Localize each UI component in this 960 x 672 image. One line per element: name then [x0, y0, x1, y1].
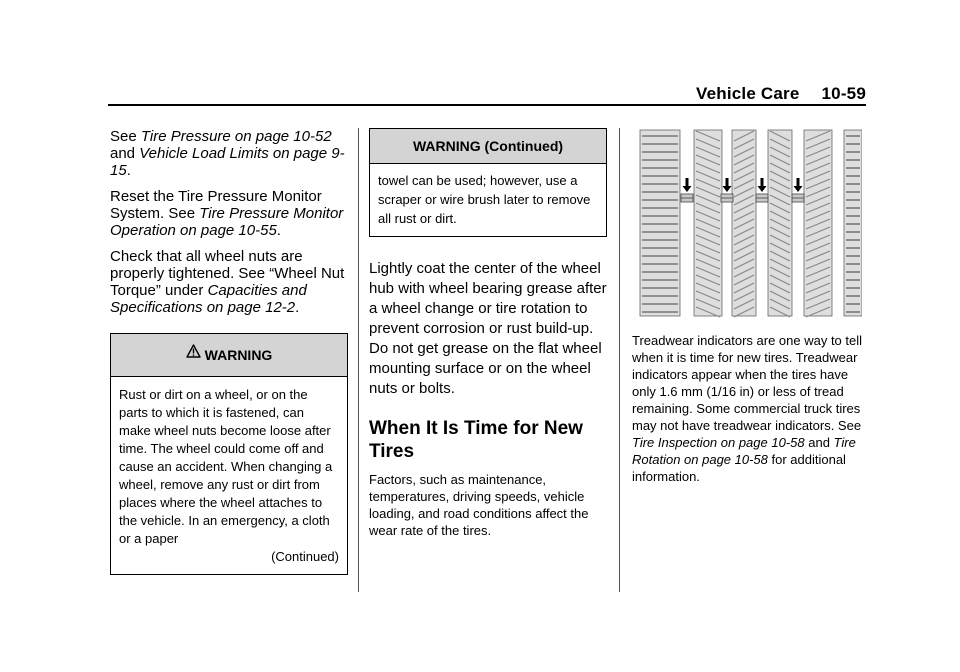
- warning-text: Rust or dirt on a wheel, or on the parts to which it is fastened, can make wheel nuts become loose after time. The wheel could come off and cause an accident. When changing a wheel, remove any rust or dirt from places where the wheel attaches to the vehicle. In an emergency, a cloth or a paper: [119, 387, 333, 546]
- warning-triangle-icon: [186, 332, 201, 374]
- column-divider-1: [358, 128, 359, 592]
- indicator-arrow-shaft: [726, 178, 729, 187]
- paragraph-check-wheel-nuts: Check that all wheel nuts are properly tightened. See “Wheel Nut Torque” under Capacities and Specifications on page 12-2.: [110, 248, 345, 316]
- warning-box: [110, 333, 348, 575]
- warning-continued-box: [369, 128, 607, 237]
- link-vehicle-load-limits[interactable]: Vehicle Load Limits on page 9-15: [110, 145, 345, 179]
- section-heading-new-tires: When It Is Time for New Tires: [369, 418, 583, 462]
- link-tire-rotation[interactable]: Tire Rotation on page 10-58: [632, 435, 856, 467]
- link-tire-pressure[interactable]: Tire Pressure on page 10-52: [140, 128, 332, 145]
- warning-title: WARNING: [204, 347, 273, 363]
- warning-body: [111, 377, 347, 574]
- tire-tread-wear-indicators-illustration: [632, 128, 862, 318]
- link-capacities-specifications[interactable]: Capacities and Specifications on page 12-2: [110, 282, 307, 316]
- link-tpms-operation[interactable]: Tire Pressure Monitor Operation on page 10-55: [110, 205, 344, 239]
- column-3: [632, 128, 868, 485]
- paragraph-reset-tpms: Reset the Tire Pressure Monitor System. See Tire Pressure Monitor Operation on page 10-55.: [110, 188, 344, 239]
- indicator-arrow-icon: [758, 186, 767, 192]
- column-1: [110, 128, 348, 575]
- header-section: Vehicle Care: [695, 84, 800, 103]
- paragraph-wheel-hub-grease: Lightly coat the center of the wheel hub with wheel bearing grease after a wheel change or tire rotation to prevent corrosion or rust build-up. Do not get grease on the flat wheel mounting surface or on the wheel nuts or bolts.: [369, 260, 607, 397]
- column-divider-2: [619, 128, 620, 592]
- indicator-arrow-icon: [683, 186, 692, 192]
- warning-header: [111, 334, 347, 377]
- warning-continued-header: WARNING (Continued): [370, 129, 606, 164]
- page-header: [108, 84, 866, 106]
- indicator-arrow-icon: [723, 186, 732, 192]
- warning-continued-body: [370, 164, 606, 236]
- header-title: [696, 84, 866, 104]
- link-tire-inspection[interactable]: Tire Inspection on page 10-58: [632, 435, 805, 450]
- figure-caption: Treadwear indicators are one way to tell when it is time for new tires. Treadwear indicators appear when the tires have only 1.6 mm (1/16 in) or less of tread remaining. Some commercial truck tires may not have treadwear indicators. See Tire Inspection on page 10-58 and Tire Rotation on page 10-58 for additional information.: [632, 333, 863, 484]
- indicator-arrow-icon: [794, 186, 803, 192]
- column-2: [369, 128, 607, 539]
- paragraph-tire-pressure-reference: See Tire Pressure on page 10-52 and Vehicle Load Limits on page 9-15.: [110, 128, 345, 179]
- warning-continued-label: (Continued): [271, 549, 339, 564]
- indicator-arrow-shaft: [761, 178, 764, 187]
- indicator-arrow-shaft: [686, 178, 689, 187]
- paragraph-wear-factors: Factors, such as maintenance, temperatures, driving speeds, vehicle loading, and road conditions affect the wear rate of the tires.: [369, 472, 589, 538]
- indicator-arrow-shaft: [797, 178, 800, 187]
- header-page-number: 10-59: [821, 84, 866, 103]
- warning-continued-text: towel can be used; however, use a scraper or wire brush later to remove all rust or dirt.: [378, 173, 591, 226]
- header-rule: [108, 104, 866, 106]
